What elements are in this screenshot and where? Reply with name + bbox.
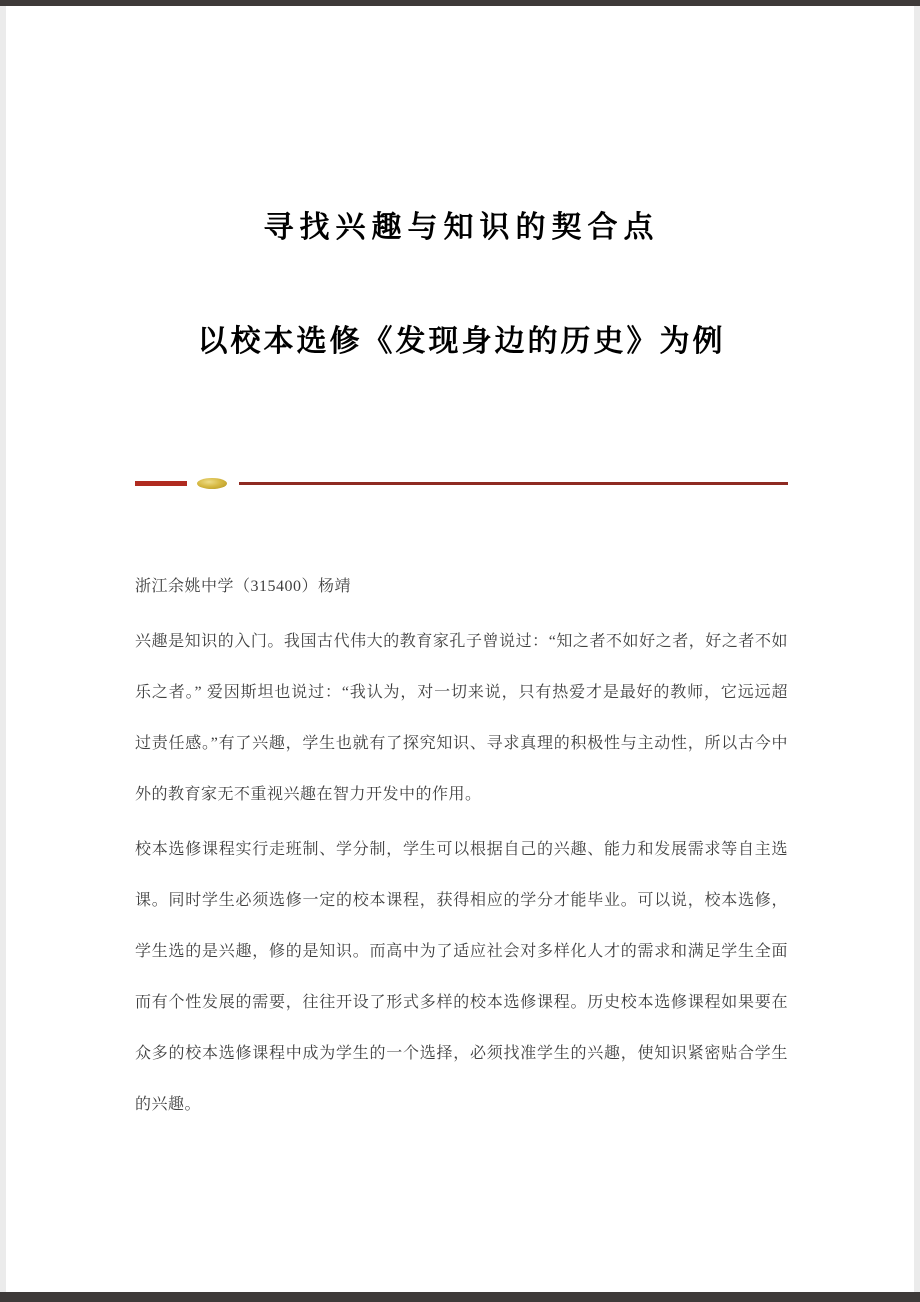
divider-ornament-icon: [197, 478, 227, 489]
document-page: [6, 6, 914, 1292]
right-border: [914, 6, 920, 1292]
title-divider: [135, 477, 788, 489]
divider-red-line: [239, 482, 788, 485]
paragraph-2: 校本选修课程实行走班制、学分制，学生可以根据自己的兴趣、能力和发展需求等自主选课。同时学生必须选修一定的校本课程，获得相应的学分才能毕业。可以说，校本选修，学生选的是兴趣，修的是知识。而高中为了适应社会对多样化人才的需求和满足学生全面而有个性发展的需要，往往开设了形式多样的校本选修课程。历史校本选修课程如果要在众多的校本选修课程中成为学生的一个选择，必须找准学生的兴趣，使知识紧密贴合学生的兴趣。: [135, 841, 788, 1113]
author-line: 浙江余姚中学（315400）杨靖: [135, 578, 352, 595]
paragraph-1: 兴趣是知识的入门。我国古代伟大的教育家孔子曾说过：“知之者不如好之者，好之者不如乐之者。” 爱因斯坦也说过：“我认为，对一切来说，只有热爱才是最好的教师，它远远超过责任感。”有了兴趣，学生也就有了探究知识、寻求真理的积极性与主动性，所以古今中外的教育家无不重视兴趣在智力开发中的作用。: [135, 633, 788, 803]
document-title: 寻找兴趣与知识的契合点: [263, 211, 660, 244]
bottom-border: [0, 1292, 920, 1302]
divider-red-segment: [135, 481, 187, 486]
document-subtitle: 以校本选修《发现身边的历史》为例: [197, 325, 726, 358]
